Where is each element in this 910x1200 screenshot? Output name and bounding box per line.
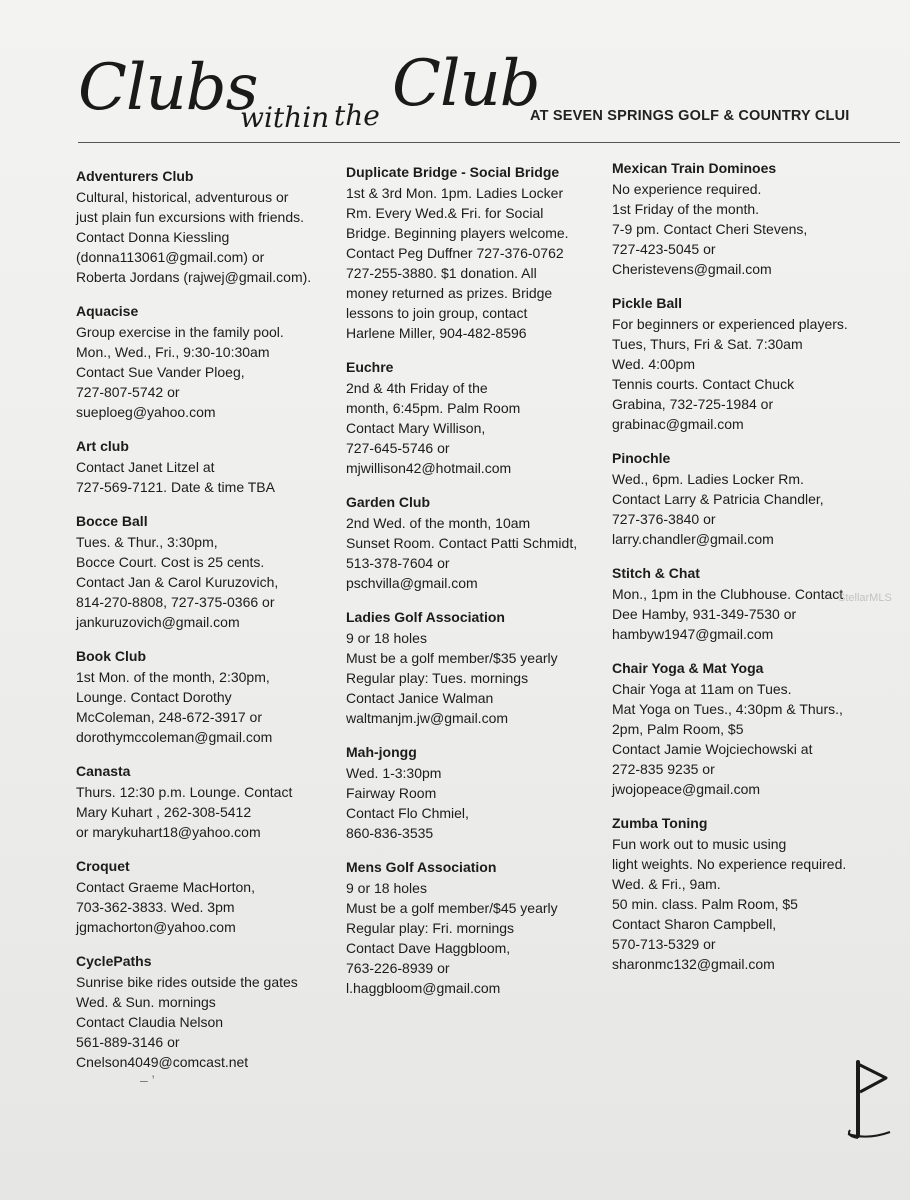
club-detail-line: or marykuhart18@yahoo.com <box>76 824 261 840</box>
club-detail-line: 7-9 pm. Contact Cheri Stevens, <box>612 221 808 237</box>
club-detail-line: Harlene Miller, 904-482-8596 <box>346 325 527 341</box>
club-detail-line: Cnelson4049@comcast.net <box>76 1054 249 1070</box>
club-column-left <box>76 166 338 1086</box>
club-detail-line: 814-270-8808, 727-375-0366 or <box>76 594 275 610</box>
club-detail-line: light weights. No experience required. <box>612 856 847 872</box>
title-word-the: the <box>334 99 380 132</box>
club-detail-line: Contact Jan & Carol Kuruzovich, <box>76 574 279 590</box>
club-detail-line: Contact Mary Willison, <box>346 420 486 436</box>
club-detail-line: Tues. & Thur., 3:30pm, <box>76 534 218 550</box>
club-detail-line: 50 min. class. Palm Room, $5 <box>612 896 798 912</box>
club-detail-line: No experience required. <box>612 181 762 197</box>
stray-pen-marks: – ’ <box>140 1072 155 1088</box>
club-detail-line: Must be a golf member/$45 yearly <box>346 900 558 916</box>
club-detail-line: Rm. Every Wed.& Fri. for Social <box>346 205 544 221</box>
club-detail-line: Chair Yoga at 11am on Tues. <box>612 681 792 697</box>
club-detail-line: 9 or 18 holes <box>346 880 427 896</box>
club-entry <box>76 646 338 747</box>
club-detail-line: 727-376-3840 or <box>612 511 716 527</box>
club-detail-line: grabinac@gmail.com <box>612 416 744 432</box>
club-detail-line: mjwillison42@hotmail.com <box>346 460 512 476</box>
golf-flag-icon <box>838 1050 898 1150</box>
club-name: Duplicate Bridge - Social Bridge <box>346 164 560 180</box>
mls-watermark: StellarMLS <box>838 592 892 604</box>
club-detail-line: 727-569-7121. Date & time TBA <box>76 479 275 495</box>
club-detail-line: 2nd Wed. of the month, 10am <box>346 515 531 531</box>
club-detail-line: Contact Sharon Campbell, <box>612 916 777 932</box>
club-detail-line: jgmachorton@yahoo.com <box>76 919 236 935</box>
club-name: Mah-jongg <box>346 744 417 760</box>
club-entry <box>76 951 338 1072</box>
title-word-clubs: Clubs <box>78 51 258 125</box>
club-detail-line: For beginners or experienced players. <box>612 316 848 332</box>
club-detail-line: Bocce Court. Cost is 25 cents. <box>76 554 265 570</box>
club-entry <box>346 742 608 843</box>
club-detail-line: sharonmc132@gmail.com <box>612 956 775 972</box>
club-detail-line: Mon., 1pm in the Clubhouse. Contact <box>612 586 844 602</box>
club-detail-line: money returned as prizes. Bridge <box>346 285 553 301</box>
club-detail-line: 763-226-8939 or <box>346 960 450 976</box>
flyer-subtitle: AT SEVEN SPRINGS GOLF & COUNTRY CLUI <box>530 108 850 124</box>
club-detail-line: (donna113061@gmail.com) or <box>76 249 265 265</box>
flyer-header <box>78 47 910 142</box>
club-entry <box>346 492 608 593</box>
club-name: Euchre <box>346 359 394 375</box>
club-entry <box>76 301 338 422</box>
club-detail-line: waltmanjm.jw@gmail.com <box>346 710 509 726</box>
club-name: Pickle Ball <box>612 295 683 311</box>
club-name: Mens Golf Association <box>346 859 497 875</box>
club-entry <box>76 761 338 842</box>
club-detail-line: Contact Sue Vander Ploeg, <box>76 364 245 380</box>
club-detail-line: lessons to join group, contact <box>346 305 528 321</box>
club-detail-line: Wed. 4:00pm <box>612 356 696 372</box>
header-divider <box>78 142 900 143</box>
club-entry <box>612 158 882 279</box>
club-detail-line: jwojopeace@gmail.com <box>612 781 761 797</box>
club-detail-line: Thurs. 12:30 p.m. Lounge. Contact <box>76 784 293 800</box>
club-detail-line: 1st & 3rd Mon. 1pm. Ladies Locker <box>346 185 564 201</box>
club-detail-line: Contact Larry & Patricia Chandler, <box>612 491 824 507</box>
club-detail-line: 727-423-5045 or <box>612 241 716 257</box>
club-detail-line: Tennis courts. Contact Chuck <box>612 376 795 392</box>
club-column-right <box>612 158 882 988</box>
club-detail-line: 2nd & 4th Friday of the <box>346 380 488 396</box>
club-column-middle <box>346 162 608 1012</box>
club-detail-line: McColeman, 248-672-3917 or <box>76 709 262 725</box>
club-detail-line: 1st Mon. of the month, 2:30pm, <box>76 669 270 685</box>
club-detail-line: Sunset Room. Contact Patti Schmidt, <box>346 535 578 551</box>
club-detail-line: larry.chandler@gmail.com <box>612 531 774 547</box>
club-entry <box>346 162 608 343</box>
club-detail-line: Sunrise bike rides outside the gates <box>76 974 298 990</box>
club-name: Stitch & Chat <box>612 565 700 581</box>
club-entry <box>612 813 882 974</box>
club-entry <box>612 293 882 434</box>
club-entry <box>76 511 338 632</box>
club-detail-line: Wed. & Sun. mornings <box>76 994 216 1010</box>
club-detail-line: Roberta Jordans (rajwej@gmail.com). <box>76 269 312 285</box>
club-detail-line: Bridge. Beginning players welcome. <box>346 225 569 241</box>
club-detail-line: month, 6:45pm. Palm Room <box>346 400 521 416</box>
club-detail-line: Contact Donna Kiessling <box>76 229 230 245</box>
club-detail-line: 272-835 9235 or <box>612 761 715 777</box>
club-name: Croquet <box>76 858 130 874</box>
club-detail-line: Wed., 6pm. Ladies Locker Rm. <box>612 471 804 487</box>
club-detail-line: Regular play: Fri. mornings <box>346 920 515 936</box>
club-detail-line: 561-889-3146 or <box>76 1034 180 1050</box>
club-entry <box>612 658 882 799</box>
club-entry <box>612 448 882 549</box>
club-detail-line: Contact Jamie Wojciechowski at <box>612 741 813 757</box>
club-name: Zumba Toning <box>612 815 708 831</box>
club-detail-line: Fun work out to music using <box>612 836 787 852</box>
club-detail-line: Must be a golf member/$35 yearly <box>346 650 558 666</box>
club-detail-line: Contact Janet Litzel at <box>76 459 215 475</box>
club-entry <box>76 436 338 497</box>
club-name: CyclePaths <box>76 953 152 969</box>
club-entry <box>346 357 608 478</box>
club-entry <box>346 857 608 998</box>
club-detail-line: Dee Hamby, 931-349-7530 or <box>612 606 797 622</box>
club-detail-line: Contact Claudia Nelson <box>76 1014 224 1030</box>
club-detail-line: Cheristevens@gmail.com <box>612 261 772 277</box>
club-detail-line: Fairway Room <box>346 785 437 801</box>
club-name: Mexican Train Dominoes <box>612 160 777 176</box>
club-detail-line: Contact Janice Walman <box>346 690 494 706</box>
club-detail-line: hambyw1947@gmail.com <box>612 626 774 642</box>
club-detail-line: 2pm, Palm Room, $5 <box>612 721 744 737</box>
club-detail-line: l.haggbloom@gmail.com <box>346 980 501 996</box>
club-detail-line: Grabina, 732-725-1984 or <box>612 396 774 412</box>
club-detail-line: 9 or 18 holes <box>346 630 427 646</box>
club-detail-line: 513-378-7604 or <box>346 555 450 571</box>
club-name: Canasta <box>76 763 131 779</box>
club-entry <box>346 607 608 728</box>
club-detail-line: Mat Yoga on Tues., 4:30pm & Thurs., <box>612 701 843 717</box>
club-detail-line: 727-807-5742 or <box>76 384 180 400</box>
club-detail-line: just plain fun excursions with friends. <box>76 209 304 225</box>
club-name: Garden Club <box>346 494 431 510</box>
club-name: Art club <box>76 438 129 454</box>
club-detail-line: Mon., Wed., Fri., 9:30-10:30am <box>76 344 270 360</box>
club-entry <box>76 856 338 937</box>
club-name: Book Club <box>76 648 146 664</box>
club-detail-line: Mary Kuhart , 262-308-5412 <box>76 804 252 820</box>
club-detail-line: Contact Dave Haggbloom, <box>346 940 511 956</box>
club-entry <box>76 166 338 287</box>
club-detail-line: Lounge. Contact Dorothy <box>76 689 232 705</box>
club-detail-line: 703-362-3833. Wed. 3pm <box>76 899 235 915</box>
club-detail-line: pschvilla@gmail.com <box>346 575 478 591</box>
club-detail-line: Contact Graeme MacHorton, <box>76 879 255 895</box>
club-detail-line: 570-713-5329 or <box>612 936 716 952</box>
club-detail-line: 1st Friday of the month. <box>612 201 760 217</box>
club-detail-line: Regular play: Tues. mornings <box>346 670 529 686</box>
club-name: Ladies Golf Association <box>346 609 505 625</box>
club-detail-line: Contact Flo Chmiel, <box>346 805 469 821</box>
club-detail-line: Contact Peg Duffner 727-376-0762 <box>346 245 564 261</box>
club-name: Pinochle <box>612 450 671 466</box>
club-detail-line: 860-836-3535 <box>346 825 434 841</box>
club-detail-line: Wed. 1-3:30pm <box>346 765 442 781</box>
club-detail-line: 727-645-5746 or <box>346 440 450 456</box>
club-detail-line: jankuruzovich@gmail.com <box>76 614 240 630</box>
club-detail-line: Wed. & Fri., 9am. <box>612 876 721 892</box>
club-detail-line: Group exercise in the family pool. <box>76 324 284 340</box>
title-word-within: within <box>240 101 330 134</box>
club-name: Adventurers Club <box>76 168 194 184</box>
club-detail-line: Tues, Thurs, Fri & Sat. 7:30am <box>612 336 803 352</box>
club-name: Bocce Ball <box>76 513 148 529</box>
club-name: Aquacise <box>76 303 139 319</box>
club-detail-line: sueploeg@yahoo.com <box>76 404 216 420</box>
club-detail-line: 727-255-3880. $1 donation. All <box>346 265 537 281</box>
title-word-club: Club <box>392 47 540 121</box>
club-detail-line: Cultural, historical, adventurous or <box>76 189 289 205</box>
club-name: Chair Yoga & Mat Yoga <box>612 660 764 676</box>
club-detail-line: dorothymccoleman@gmail.com <box>76 729 273 745</box>
